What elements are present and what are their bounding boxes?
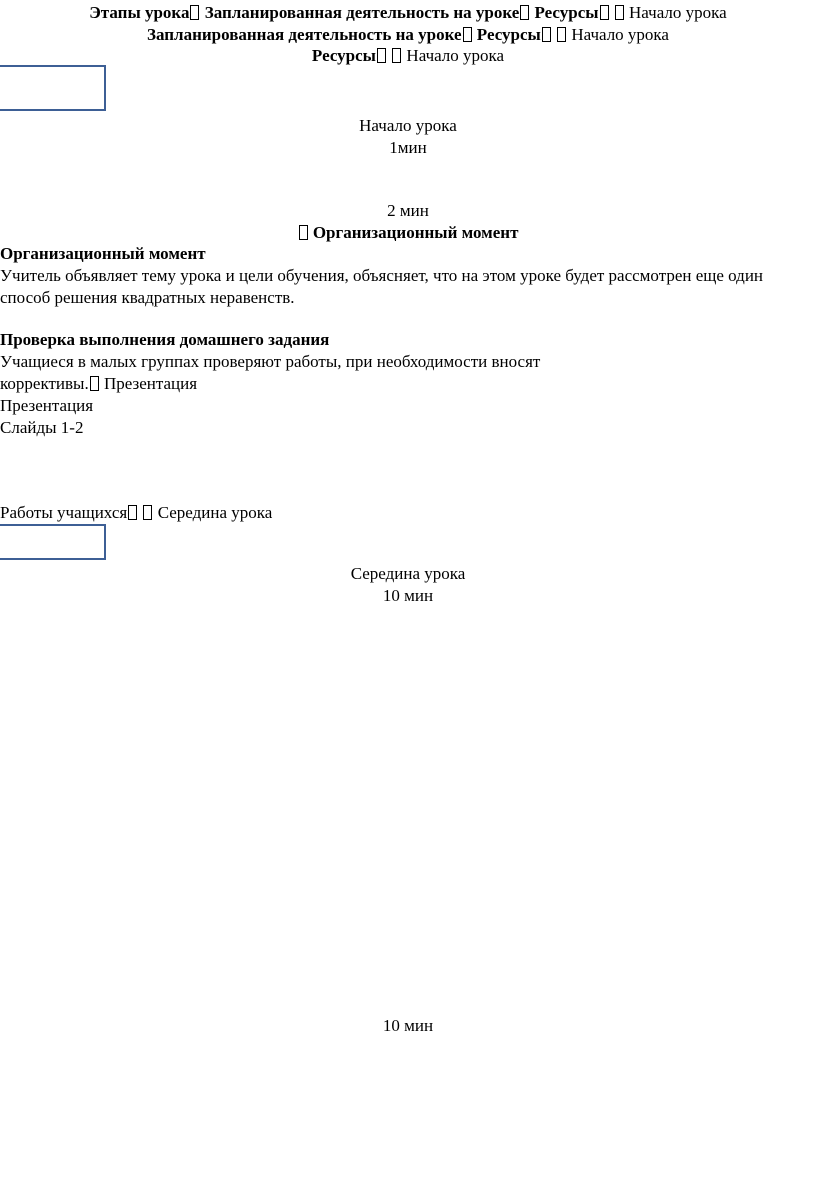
works-row xyxy=(0,502,272,524)
header-stage-label: Этапы урока xyxy=(89,3,190,22)
section-start-duration: 1мин xyxy=(389,138,427,157)
header-start-label-3: Начало урока xyxy=(406,46,505,65)
homework-heading: Проверка выполнения домашнего задания xyxy=(0,330,330,349)
missing-glyph-icon xyxy=(392,48,401,63)
header-activity-label: Запланированная деятельность на уроке xyxy=(204,3,520,22)
text-frame-box-2 xyxy=(0,524,106,560)
missing-glyph-icon xyxy=(143,505,152,520)
header-resources-label: Ресурсы xyxy=(534,3,599,22)
org-heading-row xyxy=(0,243,206,265)
header-start-label: Начало урока xyxy=(629,3,727,22)
bottom-duration: 10 мин xyxy=(382,1016,434,1035)
missing-glyph-icon xyxy=(557,27,566,42)
org-heading: Организационный момент xyxy=(0,244,206,263)
missing-glyph-icon xyxy=(128,505,137,520)
header-line-3 xyxy=(0,45,816,67)
header-resources-label-2: Ресурсы xyxy=(476,25,541,44)
missing-glyph-icon xyxy=(615,5,624,20)
missing-glyph-icon xyxy=(377,48,386,63)
resource-presentation: Презентация xyxy=(0,396,94,415)
header-start-label-2: Начало урока xyxy=(571,25,669,44)
missing-glyph-icon xyxy=(90,376,99,391)
org-centered-heading: Организационный момент xyxy=(312,223,519,242)
header-line-2 xyxy=(0,24,816,46)
resource-slides: Слайды 1-2 xyxy=(0,418,84,437)
works-label: Работы учащихся xyxy=(0,503,128,522)
org-text: Учитель объявляет тему урока и цели обучения, объясняет, что на этом уроке будет рассмотрен еще один способ решения квадратных неравенств. xyxy=(0,266,764,307)
section-middle-title: Середина урока xyxy=(350,564,466,583)
org-duration: 2 мин xyxy=(387,201,429,220)
homework-text-line-1: Учащиеся в малых группах проверяют работы, при необходимости вносят xyxy=(0,352,541,371)
homework-text-corrections: коррективы. xyxy=(0,374,89,393)
section-start-title: Начало урока xyxy=(359,116,457,135)
missing-glyph-icon xyxy=(190,5,199,20)
missing-glyph-icon xyxy=(463,27,472,42)
org-centered-heading-row xyxy=(0,222,816,244)
header-activity-label-2: Запланированная деятельность на уроке xyxy=(147,25,462,44)
header-resources-label-3: Ресурсы xyxy=(311,46,376,65)
missing-glyph-icon xyxy=(520,5,529,20)
missing-glyph-icon xyxy=(542,27,551,42)
missing-glyph-icon xyxy=(299,225,308,240)
homework-text-presentation: Презентация xyxy=(103,374,198,393)
homework-heading-row xyxy=(0,329,329,351)
text-frame-box xyxy=(0,65,106,111)
homework-text-line-2 xyxy=(0,373,197,395)
section-middle-duration: 10 мин xyxy=(382,586,434,605)
header-line-1 xyxy=(0,2,816,24)
works-middle-label: Середина урока xyxy=(157,503,273,522)
missing-glyph-icon xyxy=(600,5,609,20)
